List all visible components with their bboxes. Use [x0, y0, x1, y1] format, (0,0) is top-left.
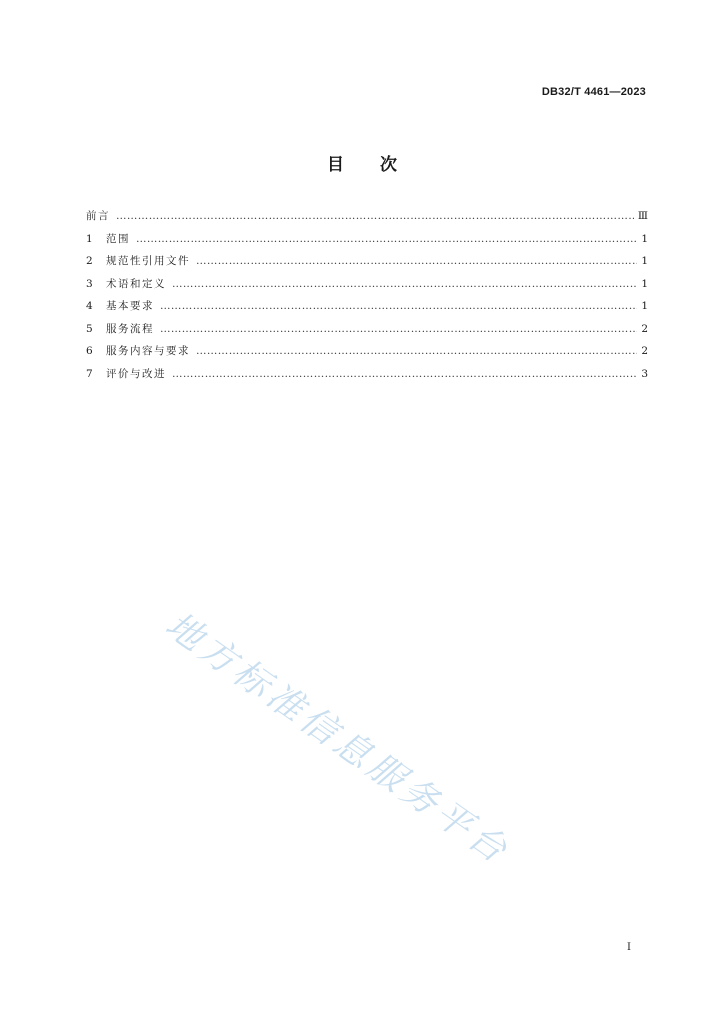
- toc-entry-number: 4: [86, 300, 93, 312]
- toc-title-char-2: 次: [380, 155, 397, 175]
- toc-entry-page: 1: [641, 232, 648, 245]
- toc-entry-number: 7: [86, 367, 93, 380]
- toc-title: [0, 150, 724, 175]
- toc-entry-evaluation-improvement[interactable]: [86, 363, 648, 386]
- toc-entry-service-content[interactable]: [86, 340, 648, 363]
- toc-entry-page: 1: [641, 277, 648, 290]
- toc-entry-label: 术语和定义: [106, 277, 166, 290]
- toc-entry-page: 2: [641, 345, 648, 357]
- toc-leader-dots: [160, 318, 637, 341]
- toc-entry-page: 3: [641, 367, 648, 380]
- toc-entry-label: 范围: [106, 232, 130, 245]
- toc-leader-dots: [196, 340, 637, 363]
- toc-entry-page: 1: [641, 300, 648, 312]
- toc-leader-dots: [172, 273, 637, 296]
- toc-leader-dots: [172, 363, 637, 386]
- toc-leader-dots: [136, 228, 637, 251]
- toc-entry-basic-requirements[interactable]: [86, 295, 648, 318]
- toc-entry-foreword[interactable]: [86, 205, 648, 228]
- toc-entry-label: 前言: [86, 210, 110, 222]
- toc-entry-label: 服务内容与要求: [106, 345, 190, 357]
- toc-entry-page: 1: [641, 255, 648, 267]
- toc-entry-scope[interactable]: [86, 228, 648, 251]
- standard-code: DB32/T 4461—2023: [541, 86, 646, 98]
- toc-leader-dots: [160, 295, 637, 318]
- toc-entry-number: 1: [86, 232, 93, 245]
- page-number: I: [627, 942, 631, 953]
- toc-entry-page: Ⅲ: [637, 210, 648, 222]
- toc-entry-page: 2: [641, 322, 648, 335]
- watermark: 地方标准信息服务平台: [157, 604, 518, 874]
- toc-entry-normative-references[interactable]: [86, 250, 648, 273]
- toc-entry-service-process[interactable]: [86, 318, 648, 341]
- toc-leader-dots: [116, 205, 634, 228]
- table-of-contents: [86, 205, 648, 385]
- toc-entry-number: 2: [86, 255, 93, 267]
- toc-leader-dots: [196, 250, 637, 273]
- toc-title-char-1: 目: [327, 155, 344, 175]
- toc-entry-label: 评价与改进: [106, 367, 166, 380]
- toc-entry-terms-definitions[interactable]: [86, 273, 648, 296]
- toc-entry-label: 服务流程: [106, 322, 154, 335]
- toc-entry-label: 规范性引用文件: [106, 255, 190, 267]
- toc-entry-number: 5: [86, 322, 93, 335]
- toc-entry-number: 6: [86, 345, 93, 357]
- toc-entry-number: 3: [86, 277, 93, 290]
- toc-entry-label: 基本要求: [106, 300, 154, 312]
